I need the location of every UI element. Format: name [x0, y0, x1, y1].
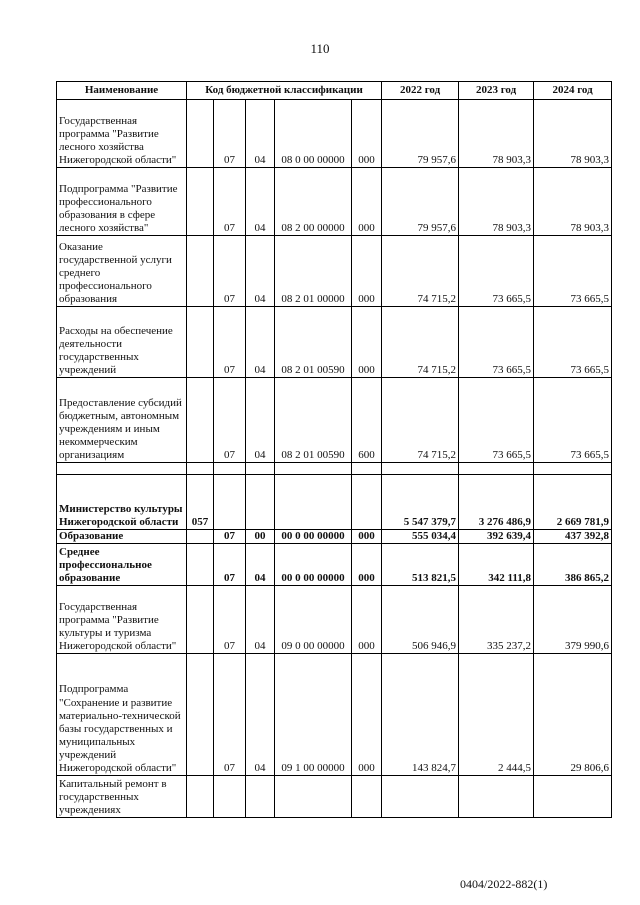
table-cell-subsection: 04	[246, 168, 275, 236]
table-row	[57, 586, 612, 654]
table-cell-2022	[382, 776, 459, 818]
table-cell-name: Расходы на обеспечение деятельности государственных учреждений	[57, 307, 187, 378]
table-cell-ministry	[187, 100, 214, 168]
table-cell-name: Государственная программа "Развитие лесного хозяйства Нижегородской области"	[57, 100, 187, 168]
table-cell-2024	[534, 776, 612, 818]
table-cell-2024: 73 665,5	[534, 307, 612, 378]
table-cell-2023: 2 444,5	[459, 654, 534, 776]
table-spacer-cell	[57, 463, 187, 475]
table-cell-2022: 513 821,5	[382, 544, 459, 586]
table-cell-ministry: 057	[187, 475, 214, 530]
table-cell-section: 07	[214, 236, 246, 307]
table-cell-ministry	[187, 530, 214, 544]
table-cell-2022: 74 715,2	[382, 378, 459, 463]
table-cell-kind: 000	[352, 307, 382, 378]
table-cell-name: Предоставление субсидий бюджетным, автономным учреждениям и иным некоммерческим организациям	[57, 378, 187, 463]
table-cell-2024: 73 665,5	[534, 378, 612, 463]
table-cell-target	[275, 475, 352, 530]
table-cell-name: Капитальный ремонт в государственных учреждениях	[57, 776, 187, 818]
table-cell-target	[275, 776, 352, 818]
table-cell-section: 07	[214, 586, 246, 654]
table-row	[57, 378, 612, 463]
table-cell-2022: 506 946,9	[382, 586, 459, 654]
table-cell-kind: 000	[352, 530, 382, 544]
table-cell-section	[214, 475, 246, 530]
table-cell-subsection	[246, 776, 275, 818]
table-spacer-cell	[382, 463, 459, 475]
table-cell-subsection: 04	[246, 307, 275, 378]
table-row	[57, 544, 612, 586]
table-cell-subsection: 04	[246, 236, 275, 307]
table-cell-2023: 78 903,3	[459, 100, 534, 168]
table-cell-subsection: 04	[246, 378, 275, 463]
table-cell-kind: 000	[352, 586, 382, 654]
table-cell-ministry	[187, 236, 214, 307]
table-cell-2022: 74 715,2	[382, 236, 459, 307]
table-cell-target: 00 0 00 00000	[275, 544, 352, 586]
table-cell-section: 07	[214, 307, 246, 378]
table-cell-name: Оказание государственной услуги среднего профессионального образования	[57, 236, 187, 307]
table-row	[57, 654, 612, 776]
table-cell-target: 08 2 01 00590	[275, 378, 352, 463]
table-cell-target: 00 0 00 00000	[275, 530, 352, 544]
table-cell-target: 09 1 00 00000	[275, 654, 352, 776]
table-cell-kind: 000	[352, 544, 382, 586]
table-row	[57, 475, 612, 530]
table-cell-ministry	[187, 654, 214, 776]
table-cell-name: Министерство культуры Нижегородской области	[57, 475, 187, 530]
table-spacer-cell	[214, 463, 246, 475]
table-cell-kind: 000	[352, 654, 382, 776]
table-cell-2023: 3 276 486,9	[459, 475, 534, 530]
table-spacer-cell	[187, 463, 214, 475]
table-cell-target: 08 2 01 00000	[275, 236, 352, 307]
table-cell-ministry	[187, 378, 214, 463]
table-cell-subsection: 04	[246, 654, 275, 776]
table-cell-section	[214, 776, 246, 818]
header-2024: 2024 год	[534, 82, 612, 100]
table-cell-section: 07	[214, 654, 246, 776]
table-cell-target: 09 0 00 00000	[275, 586, 352, 654]
table-cell-2024: 29 806,6	[534, 654, 612, 776]
document-code: 0404/2022-882(1)	[460, 877, 548, 891]
table-cell-ministry	[187, 776, 214, 818]
table-cell-subsection: 04	[246, 586, 275, 654]
table-cell-name: Подпрограмма "Развитие профессионального образования в сфере лесного хозяйства"	[57, 168, 187, 236]
header-2023: 2023 год	[459, 82, 534, 100]
table-cell-kind: 600	[352, 378, 382, 463]
table-cell-name: Образование	[57, 530, 187, 544]
table-cell-section: 07	[214, 168, 246, 236]
table-cell-2024: 437 392,8	[534, 530, 612, 544]
table-cell-name: Среднее профессиональное образование	[57, 544, 187, 586]
table-cell-kind: 000	[352, 100, 382, 168]
table-cell-section: 07	[214, 544, 246, 586]
budget-table	[56, 81, 612, 818]
table-cell-section: 07	[214, 378, 246, 463]
table-cell-name: Подпрограмма "Сохранение и развитие материально-технической базы государственных и муниципальных учреждений Нижегородской области"	[57, 654, 187, 776]
table-cell-ministry	[187, 168, 214, 236]
table-cell-target: 08 2 00 00000	[275, 168, 352, 236]
table-row	[57, 100, 612, 168]
table-cell-2024: 73 665,5	[534, 236, 612, 307]
table-cell-2022: 79 957,6	[382, 100, 459, 168]
table-cell-target: 08 2 01 00590	[275, 307, 352, 378]
table-row	[57, 236, 612, 307]
header-code: Код бюджетной классификации	[187, 82, 382, 100]
table-cell-ministry	[187, 586, 214, 654]
table-cell-2023: 73 665,5	[459, 307, 534, 378]
table-cell-target: 08 0 00 00000	[275, 100, 352, 168]
table-cell-2024: 78 903,3	[534, 100, 612, 168]
table-cell-kind: 000	[352, 168, 382, 236]
table-cell-2023: 73 665,5	[459, 236, 534, 307]
table-cell-ministry	[187, 544, 214, 586]
table-cell-2023: 78 903,3	[459, 168, 534, 236]
table-cell-subsection: 04	[246, 544, 275, 586]
table-cell-2022: 555 034,4	[382, 530, 459, 544]
table-cell-kind	[352, 776, 382, 818]
table-row	[57, 776, 612, 818]
page-number: 110	[310, 41, 330, 56]
table-spacer-row	[57, 463, 612, 475]
table-cell-2024: 386 865,2	[534, 544, 612, 586]
table-cell-subsection: 04	[246, 100, 275, 168]
table-cell-2022: 79 957,6	[382, 168, 459, 236]
table-cell-2024: 2 669 781,9	[534, 475, 612, 530]
table-header-row	[57, 82, 612, 100]
table-cell-kind: 000	[352, 236, 382, 307]
table-cell-2022: 5 547 379,7	[382, 475, 459, 530]
table-cell-subsection	[246, 475, 275, 530]
table-cell-2022: 74 715,2	[382, 307, 459, 378]
table-cell-2023: 335 237,2	[459, 586, 534, 654]
table-row	[57, 530, 612, 544]
table-cell-2024: 379 990,6	[534, 586, 612, 654]
table-cell-subsection: 00	[246, 530, 275, 544]
table-spacer-cell	[352, 463, 382, 475]
header-name: Наименование	[57, 82, 187, 100]
table-cell-2023	[459, 776, 534, 818]
table-cell-2023: 73 665,5	[459, 378, 534, 463]
table-cell-name: Государственная программа "Развитие культуры и туризма Нижегородской области"	[57, 586, 187, 654]
table-row	[57, 168, 612, 236]
table-cell-section: 07	[214, 530, 246, 544]
table-spacer-cell	[275, 463, 352, 475]
table-cell-2023: 342 111,8	[459, 544, 534, 586]
table-cell-section: 07	[214, 100, 246, 168]
table-row	[57, 307, 612, 378]
table-spacer-cell	[246, 463, 275, 475]
table-cell-ministry	[187, 307, 214, 378]
table-cell-2023: 392 639,4	[459, 530, 534, 544]
header-2022: 2022 год	[382, 82, 459, 100]
table-cell-kind	[352, 475, 382, 530]
table-cell-2022: 143 824,7	[382, 654, 459, 776]
table-spacer-cell	[459, 463, 534, 475]
table-spacer-cell	[534, 463, 612, 475]
table-cell-2024: 78 903,3	[534, 168, 612, 236]
